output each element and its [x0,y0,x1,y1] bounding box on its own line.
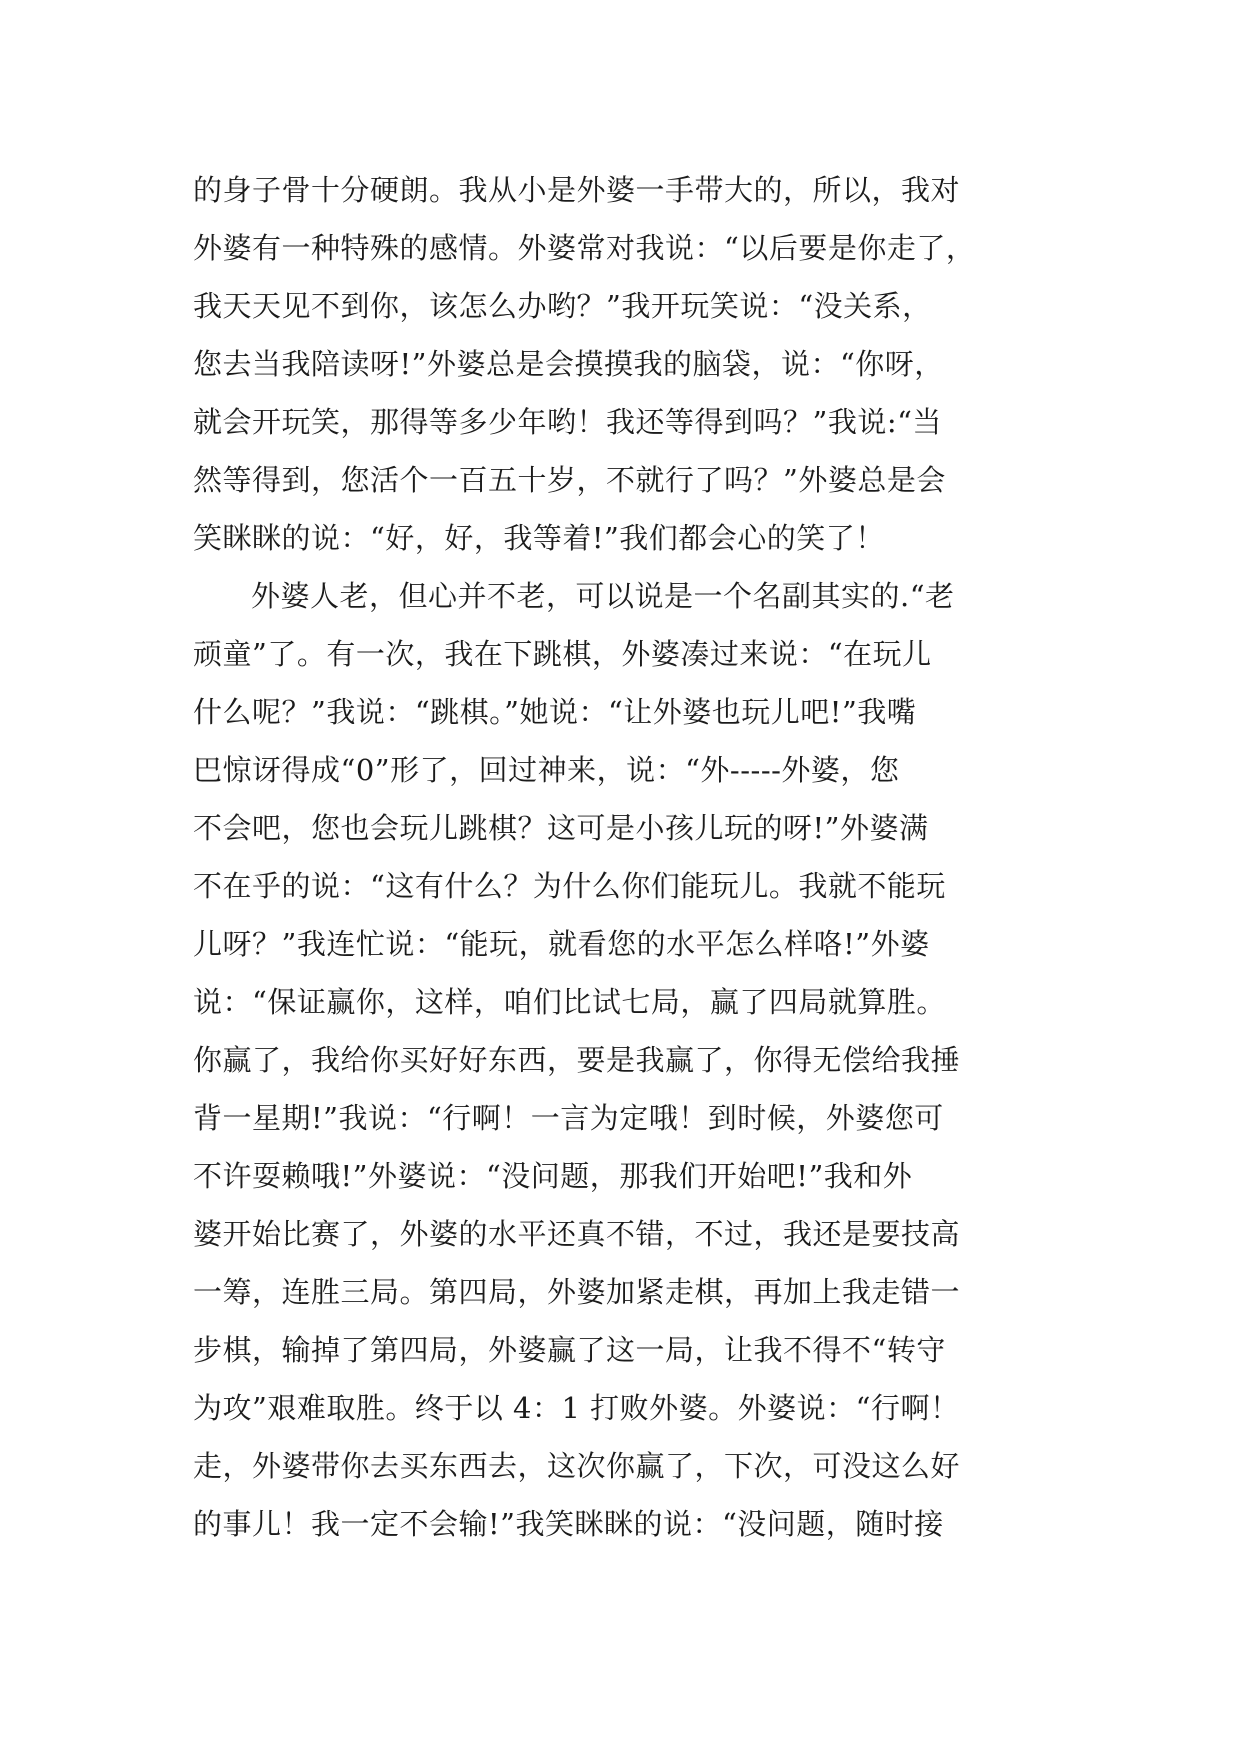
paragraph-line: 然等得到，您活个一百五十岁，不就行了吗？”外婆总是会 [193,463,946,497]
paragraph-line: 顽童”了。有一次，我在下跳棋，外婆凑过来说：“在玩儿 [193,637,932,671]
paragraph-line: 不在乎的说：“这有什么？为什么你们能玩儿。我就不能玩 [193,869,946,903]
paragraph-line: 为攻”艰难取胜。终于以 4：1 打败外婆。外婆说：“行啊！ [193,1391,960,1425]
paragraph-line: 一筹，连胜三局。第四局，外婆加紧走棋，再加上我走错一 [193,1275,961,1309]
paragraph-line: 背一星期!”我说：“行啊！一言为定哦！到时候，外婆您可 [193,1101,944,1135]
paragraph-line: 不会吧，您也会玩儿跳棋？这可是小孩儿玩的呀!”外婆满 [193,811,929,845]
paragraph-line: 巴惊讶得成“0”形了，回过神来，说：“外-----外婆，您 [193,753,900,787]
paragraph-line: 什么呢？”我说：“跳棋。”她说：“让外婆也玩儿吧!”我嘴 [193,695,917,729]
paragraph-line: 不许耍赖哦!”外婆说：“没问题，那我们开始吧!”我和外 [193,1159,913,1193]
paragraph-line-indented: 外婆人老，但心并不老，可以说是一个名副其实的.“老 [251,579,955,613]
paragraph-line: 步棋，输掉了第四局，外婆赢了这一局，让我不得不“转守 [193,1333,946,1367]
paragraph-2 [193,567,1073,1553]
paragraph-line: 的身子骨十分硬朗。我从小是外婆一手带大的，所以，我对 [193,173,961,207]
paragraph-line: 婆开始比赛了，外婆的水平还真不错，不过，我还是要技高 [193,1217,961,1251]
paragraph-line: 儿呀？”我连忙说：“能玩，就看您的水平怎么样咯!”外婆 [193,927,930,961]
paragraph-line: 走，外婆带你去买东西去，这次你赢了，下次，可没这么好 [193,1449,961,1483]
paragraph-line: 笑眯眯的说：“好，好，我等着!”我们都会心的笑了！ [193,521,885,555]
paragraph-line: 说：“保证赢你，这样，咱们比试七局，赢了四局就算胜。 [193,985,946,1019]
paragraph-line: 你赢了，我给你买好好东西，要是我赢了，你得无偿给我捶 [193,1043,961,1077]
paragraph-line: 我天天见不到你，该怎么办哟？”我开玩笑说：“没关系， [193,289,932,323]
paragraph-line: 的事儿！我一定不会输!”我笑眯眯的说：“没问题，随时接 [193,1507,944,1541]
paragraph-line: 外婆有一种特殊的感情。外婆常对我说：“以后要是你走了， [193,231,976,265]
paragraph-line: 就会开玩笑，那得等多少年哟！我还等得到吗？”我说:“当 [193,405,942,439]
body-text [193,161,1073,1553]
paragraph-1 [193,161,1073,567]
paragraph-line: 您去当我陪读呀!”外婆总是会摸摸我的脑袋，说：“你呀， [193,347,944,381]
